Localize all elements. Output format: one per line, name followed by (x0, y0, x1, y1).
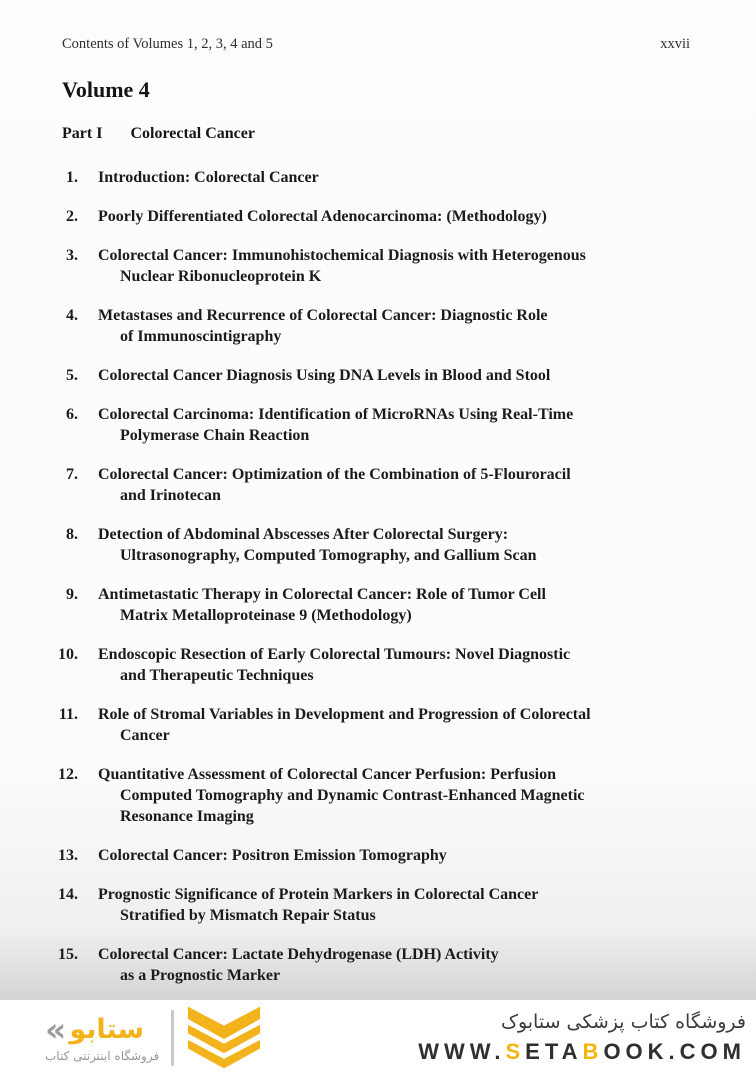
toc-item-line: Colorectal Cancer Diagnosis Using DNA Levels in Blood and Stool (98, 367, 551, 384)
toc-item-line: Poorly Differentiated Colorectal Adenocarcinoma: (Methodology) (98, 208, 547, 225)
chevron-emblem-icon (186, 1006, 262, 1070)
running-head (42, 36, 690, 53)
toc-item-title (98, 524, 537, 566)
toc-item-number: 8. (66, 526, 78, 543)
toc-item-line: Colorectal Cancer: Optimization of the Combination of 5-Flouroracil (98, 466, 571, 483)
running-head-title: Contents of Volumes 1, 2, 3, 4 and 5 (62, 36, 273, 52)
toc-item (42, 464, 690, 506)
footer-store-info (418, 1011, 746, 1065)
toc-item-number: 7. (66, 466, 78, 483)
setabook-logo (45, 1006, 262, 1070)
toc-item-number: 13. (58, 847, 78, 864)
toc-list (42, 167, 690, 986)
toc-item (42, 584, 690, 626)
toc-item-continuation-line: Stratified by Mismatch Repair Status (120, 907, 376, 924)
toc-item-title (98, 206, 547, 227)
kaf-chevron-mark: « (45, 1010, 67, 1049)
website-url-segment: WWW. (418, 1039, 506, 1064)
toc-item-number: 15. (58, 946, 78, 963)
toc-item (42, 845, 690, 866)
logo-divider (171, 1010, 174, 1066)
toc-item-number: 1. (66, 169, 78, 186)
toc-item-title (98, 944, 499, 986)
toc-item-title (98, 884, 538, 926)
part-heading (62, 125, 690, 143)
toc-item-title (98, 584, 546, 626)
toc-item-number: 10. (58, 646, 78, 663)
toc-item-line: Antimetastatic Therapy in Colorectal Cancer: Role of Tumor Cell (98, 586, 546, 603)
toc-item-line: Endoscopic Resection of Early Colorectal Tumours: Novel Diagnostic (98, 646, 571, 663)
toc-item-continuation-line: and Therapeutic Techniques (120, 667, 314, 684)
logo-tagline: فروشگاه اینترنتی کتاب (45, 1049, 160, 1063)
toc-item-line: Colorectal Cancer: Lactate Dehydrogenase (LDH) Activity (98, 946, 499, 963)
store-description: فروشگاه کتاب پزشکی ستابوک (500, 1011, 746, 1033)
toc-item-continuation-line: of Immunoscintigraphy (120, 328, 282, 345)
toc-item-continuation-line: and Irinotecan (120, 487, 221, 504)
toc-item-title (98, 644, 570, 686)
part-label: Part I (62, 125, 103, 142)
website-url-segment: B (582, 1039, 604, 1064)
website-url-segment: OOK.COM (603, 1039, 746, 1064)
toc-item-line: Introduction: Colorectal Cancer (98, 169, 319, 186)
footer (0, 1000, 756, 1080)
toc-item-title (98, 704, 591, 746)
logo-text-column (45, 1010, 160, 1063)
toc-item-line: Role of Stromal Variables in Development and Progression of Colorectal (98, 706, 591, 723)
toc-item-number: 9. (66, 586, 78, 603)
website-url-segment: ETA (525, 1039, 583, 1064)
toc-item-number: 2. (66, 208, 78, 225)
toc-item-continuation-line: Ultrasonography, Computed Tomography, and Gallium Scan (120, 547, 537, 564)
toc-item-title (98, 764, 584, 827)
toc-item-number: 6. (66, 406, 78, 423)
toc-item-number: 12. (58, 766, 78, 783)
website-url (418, 1039, 746, 1065)
toc-item-line: Prognostic Significance of Protein Markers in Colorectal Cancer (98, 886, 539, 903)
toc-item-title (98, 245, 586, 287)
website-url-segment: S (505, 1039, 526, 1064)
toc-item-title (98, 167, 319, 188)
toc-item-continuation-line: as a Prognostic Marker (120, 967, 281, 984)
toc-item-title (98, 305, 548, 347)
toc-item-title (98, 365, 550, 386)
toc-item-number: 3. (66, 247, 78, 264)
toc-item (42, 305, 690, 347)
toc-item (42, 944, 690, 986)
page-number: xxvii (660, 36, 690, 52)
toc-item (42, 704, 690, 746)
toc-item-number: 5. (66, 367, 78, 384)
toc-item-line: Colorectal Cancer: Immunohistochemical Diagnosis with Heterogenous (98, 247, 586, 264)
toc-item (42, 764, 690, 827)
toc-item (42, 524, 690, 566)
toc-item-continuation-line: Nuclear Ribonucleoprotein K (120, 268, 322, 285)
toc-item-number: 11. (58, 706, 78, 723)
toc-item (42, 884, 690, 926)
logo-wordmark-text: ستابو (69, 1013, 145, 1045)
toc-item-title (98, 464, 571, 506)
toc-item-number: 4. (66, 307, 78, 324)
toc-item-line: Quantitative Assessment of Colorectal Cancer Perfusion: Perfusion (98, 766, 557, 783)
toc-item (42, 245, 690, 287)
toc-item (42, 365, 690, 386)
volume-title: Volume 4 (62, 77, 150, 102)
toc-item-continuation-line: Computed Tomography and Dynamic Contrast-Enhanced Magnetic (120, 787, 585, 804)
toc-item-line: Detection of Abdominal Abscesses After Colorectal Surgery: (98, 526, 509, 543)
toc-item (42, 404, 690, 446)
toc-item (42, 167, 690, 188)
toc-item-title (98, 404, 573, 446)
toc-item-continuation-line: Polymerase Chain Reaction (120, 427, 310, 444)
toc-item-continuation-line: Matrix Metalloproteinase 9 (Methodology) (120, 607, 412, 624)
toc-item-title (98, 845, 447, 866)
toc-item-line: Colorectal Carcinoma: Identification of MicroRNAs Using Real-Time (98, 406, 574, 423)
toc-item-line: Metastases and Recurrence of Colorectal Cancer: Diagnostic Role (98, 307, 548, 324)
toc-item-line: Colorectal Cancer: Positron Emission Tomography (98, 847, 447, 864)
toc-item (42, 644, 690, 686)
part-title: Colorectal Cancer (130, 125, 255, 142)
logo-wordmark (45, 1010, 159, 1049)
toc-item-number: 14. (58, 886, 78, 903)
toc-item-continuation-line: Cancer (120, 727, 170, 744)
toc-item (42, 206, 690, 227)
toc-item-continuation-line: Resonance Imaging (120, 808, 254, 825)
